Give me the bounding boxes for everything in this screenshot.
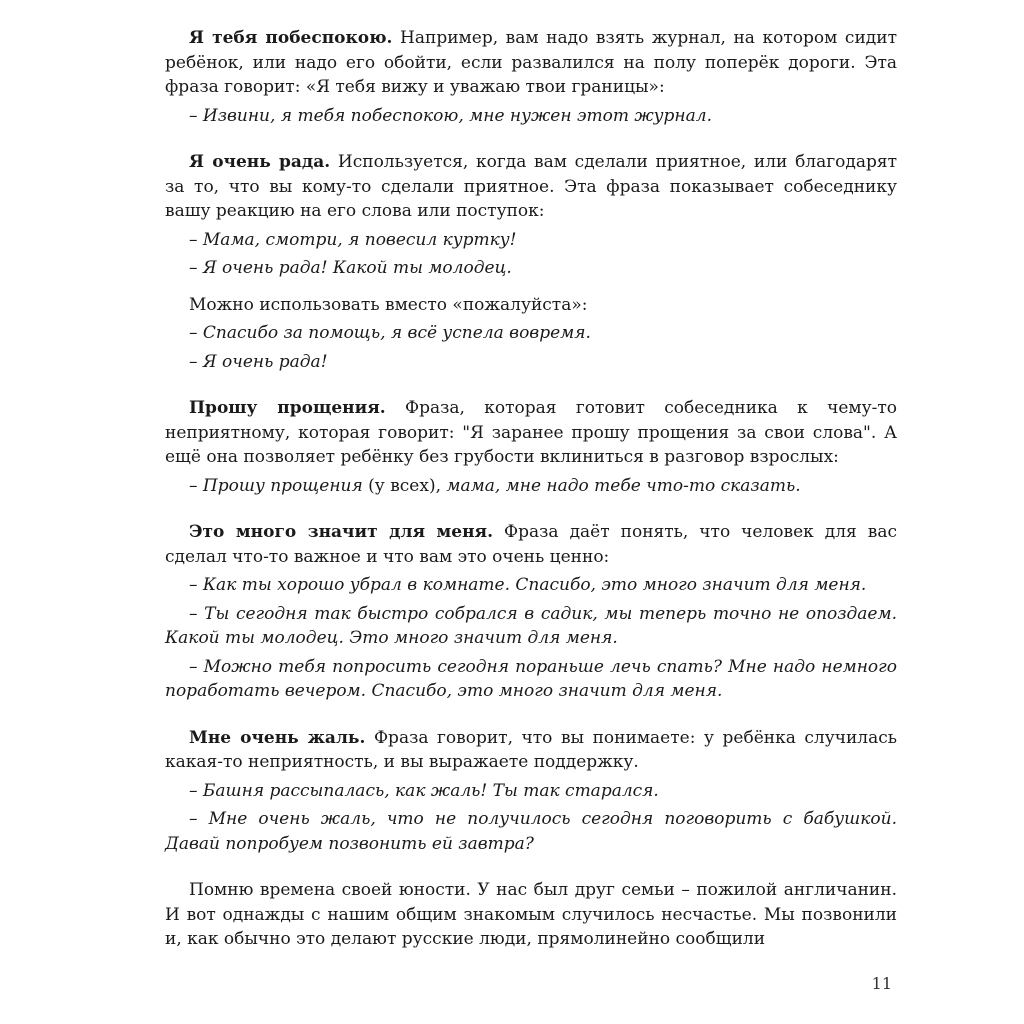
paragraph — [165, 396, 897, 470]
book-page — [165, 26, 897, 974]
example-line: – Ты сегодня так быстро собрался в садик, мы теперь точно не опоздаем. Какой ты молодец. Это много значит для меня. — [165, 603, 897, 648]
example-line: – Извини, я тебя побеспокою, мне нужен этот журнал. — [189, 105, 712, 126]
example-line: – Я очень рада! Какой ты молодец. — [189, 258, 512, 278]
example-line: – Я очень рада! — [189, 351, 328, 372]
paragraph: Можно использовать вместо «пожалуйста»: — [189, 294, 588, 315]
page-number: 11 — [871, 974, 892, 993]
closing-paragraph: Помню времена своей юности. У нас был друг семьи – пожилой англичанин. И вот однажды с нашим общим знакомым случилось несчастье. Мы позвонили и, как обычно это делают русские люди, прямолинейно сообщили — [165, 880, 897, 949]
example-line: – Мне очень жаль, что не получилось сегодня поговорить с бабушкой. Давай попробуем позвонить ей завтра? — [165, 809, 897, 854]
section-mne-ochen-zhal — [165, 726, 897, 857]
paragraph — [165, 26, 897, 100]
paragraph — [165, 520, 897, 569]
term-heading: Я очень рада. — [189, 152, 331, 172]
term-description: Например, вам надо взять журнал, на котором сидит ребёнок, или надо его обойти, если развалился на полу поперёк дороги. Эта фраза говорит: «Я тебя вижу и уважаю твои границы»: — [165, 28, 897, 97]
section-ya-ochen-rada — [165, 150, 897, 374]
example-line: – Как ты хорошо убрал в комнате. Спасибо, это много значит для меня. — [189, 575, 867, 595]
example-line: – Башня рассыпалась, как жаль! Ты так старался. — [189, 780, 659, 801]
example-line: – Спасибо за помощь, я всё успела вовремя. — [189, 323, 591, 343]
term-heading: Это много значит для меня. — [189, 522, 494, 542]
example-fragment: (у всех), — [362, 475, 447, 496]
section-eto-mnogo-znachit — [165, 520, 897, 704]
term-description: Фраза, которая готовит собеседника к чему-то неприятному, которая говорит: "Я заранее прошу прощения за свои слова". А ещё она позволяет ребёнку без грубости вклиниться в разговор взрослых: — [165, 398, 897, 467]
term-heading: Я тебя побеспокою. — [189, 28, 393, 48]
term-description: Фраза говорит, что вы понимаете: у ребёнка случилась какая-то неприятность, и вы выражаете поддержку. — [165, 727, 897, 772]
term-heading: Мне очень жаль. — [189, 727, 366, 748]
section-proshu-proshcheniya — [165, 396, 897, 498]
example-line: – Мама, смотри, я повесил куртку! — [189, 229, 517, 250]
section-ya-tebya-pobespokoyu — [165, 26, 897, 128]
example-line: – Можно тебя попросить сегодня пораньше лечь спать? Мне надо немного поработать вечером. Спасибо, это много значит для меня. — [165, 656, 897, 701]
term-description: Используется, когда вам сделали приятное, или благодарят за то, что вы кому-то сделали приятное. Эта фраза показывает собеседнику вашу реакцию на его слова или поступок: — [165, 152, 897, 221]
paragraph — [165, 150, 897, 224]
closing-section — [165, 878, 897, 952]
term-description: Фраза даёт понять, что человек для вас сделал что-то важное и что вам это очень ценно: — [165, 522, 897, 567]
example-line — [165, 474, 897, 499]
example-fragment: – Прошу прощения — [189, 475, 363, 496]
paragraph — [165, 726, 897, 775]
example-fragment: мама, мне надо тебе что-то сказать. — [446, 475, 801, 496]
term-heading: Прошу прощения. — [189, 398, 386, 418]
